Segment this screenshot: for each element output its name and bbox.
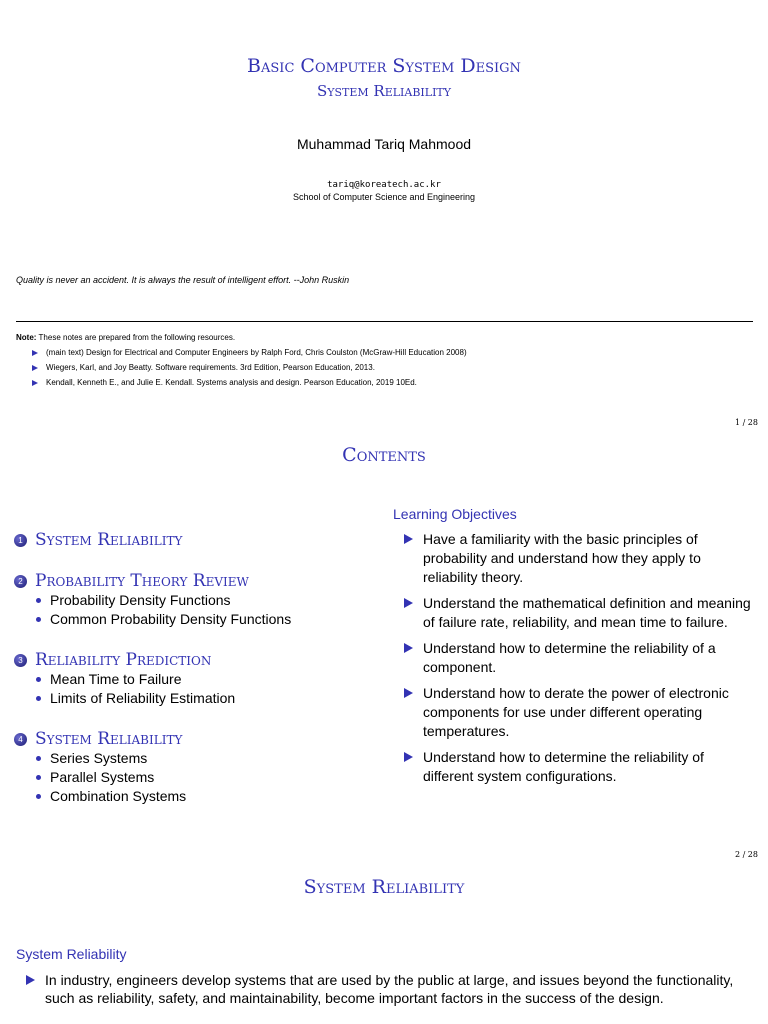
toc-subsection[interactable]: Probability Density Functions <box>36 591 291 610</box>
toc-subsection[interactable]: Series Systems <box>36 749 186 768</box>
note-text: These notes are prepared from the following resources. <box>38 333 236 342</box>
quote: Quality is never an accident. It is always the result of intelligent effort. --John Ruskin <box>16 275 350 285</box>
toc-section-title[interactable]: Probability Theory Review <box>35 571 249 591</box>
note-label: Note: <box>16 333 37 342</box>
triangle-bullet-icon <box>26 975 35 985</box>
triangle-bullet-icon <box>404 752 413 762</box>
triangle-bullet-icon <box>404 598 413 608</box>
bullet-dot-icon <box>36 775 41 780</box>
objective-item: Understand how to determine the reliability of a component. <box>404 639 754 677</box>
triangle-bullet-icon <box>404 534 413 544</box>
toc-subsection[interactable]: Limits of Reliability Estimation <box>36 689 235 708</box>
author-name: Muhammad Tariq Mahmood <box>296 136 472 152</box>
contents-title: Contents <box>342 444 426 466</box>
bullet-dot-icon <box>36 794 41 799</box>
bullet-dot-icon <box>36 598 41 603</box>
toc-section-title[interactable]: Reliability Prediction <box>35 650 212 670</box>
toc-section-title[interactable]: System Reliability <box>35 729 183 749</box>
objective-item: Have a familiarity with the basic principles of probability and understand how they apply to reliability theory. <box>404 530 754 587</box>
learning-objectives-title: Learning Objectives <box>393 506 517 522</box>
triangle-bullet-icon <box>32 365 38 371</box>
toc-section[interactable] <box>14 729 186 806</box>
bullet-dot-icon <box>36 756 41 761</box>
objective-item: Understand the mathematical definition and meaning of failure rate, reliability, and mean time to failure. <box>404 594 754 632</box>
bullet-dot-icon <box>36 677 41 682</box>
triangle-bullet-icon <box>32 380 38 386</box>
triangle-bullet-icon <box>32 350 38 356</box>
section-number-icon: 1 <box>14 534 27 547</box>
page-number: 2 / 28 <box>734 850 758 859</box>
toc-subsection[interactable]: Parallel Systems <box>36 768 186 787</box>
page-number: 1 / 28 <box>734 418 758 427</box>
resource-item: Wiegers, Karl, and Joy Beatty. Software requirements. 3rd Edition, Pearson Education, 2013. <box>32 360 467 375</box>
author-email: tariq@koreatech.ac.kr <box>327 180 441 190</box>
section-number-icon: 2 <box>14 575 27 588</box>
bullet-dot-icon <box>36 696 41 701</box>
toc-subsection[interactable]: Mean Time to Failure <box>36 670 235 689</box>
section-number-icon: 4 <box>14 733 27 746</box>
section-number-icon: 3 <box>14 654 27 667</box>
bullet-text: In industry, engineers develop systems that are used by the public at large, and issues beyond the functionality, such as reliability, safety, and maintainability, become important factors in the success of the design. <box>45 972 734 1006</box>
objective-item: Understand how to determine the reliability of different system configurations. <box>404 748 754 786</box>
presentation-title: Basic Computer System Design <box>247 55 521 77</box>
slide-title: System Reliability <box>303 876 465 898</box>
note-line <box>16 333 235 342</box>
resource-item: (main text) Design for Electrical and Computer Engineers by Ralph Ford, Chris Coulston (McGraw-Hill Education 2008) <box>32 345 467 360</box>
bullet-dot-icon <box>36 617 41 622</box>
triangle-bullet-icon <box>404 643 413 653</box>
bullet-item <box>26 971 754 1007</box>
toc-section-title[interactable]: System Reliability <box>35 530 183 550</box>
toc-section[interactable] <box>14 571 291 629</box>
learning-objectives-list <box>404 530 754 793</box>
resource-list <box>16 345 467 390</box>
triangle-bullet-icon <box>404 688 413 698</box>
objective-item: Understand how to derate the power of electronic components for use under different operating temperatures. <box>404 684 754 741</box>
toc-section[interactable] <box>14 530 182 550</box>
toc-subsection[interactable]: Combination Systems <box>36 787 186 806</box>
presentation-subtitle: System Reliability <box>316 82 452 100</box>
resource-item: Kendall, Kenneth E., and Julie E. Kendall. Systems analysis and design. Pearson Education, 2019 10Ed. <box>32 375 467 390</box>
author-affiliation: School of Computer Science and Engineering <box>292 192 476 202</box>
divider <box>16 321 753 322</box>
toc-section[interactable] <box>14 650 235 708</box>
toc-subsection[interactable]: Common Probability Density Functions <box>36 610 291 629</box>
block-title: System Reliability <box>16 946 127 962</box>
